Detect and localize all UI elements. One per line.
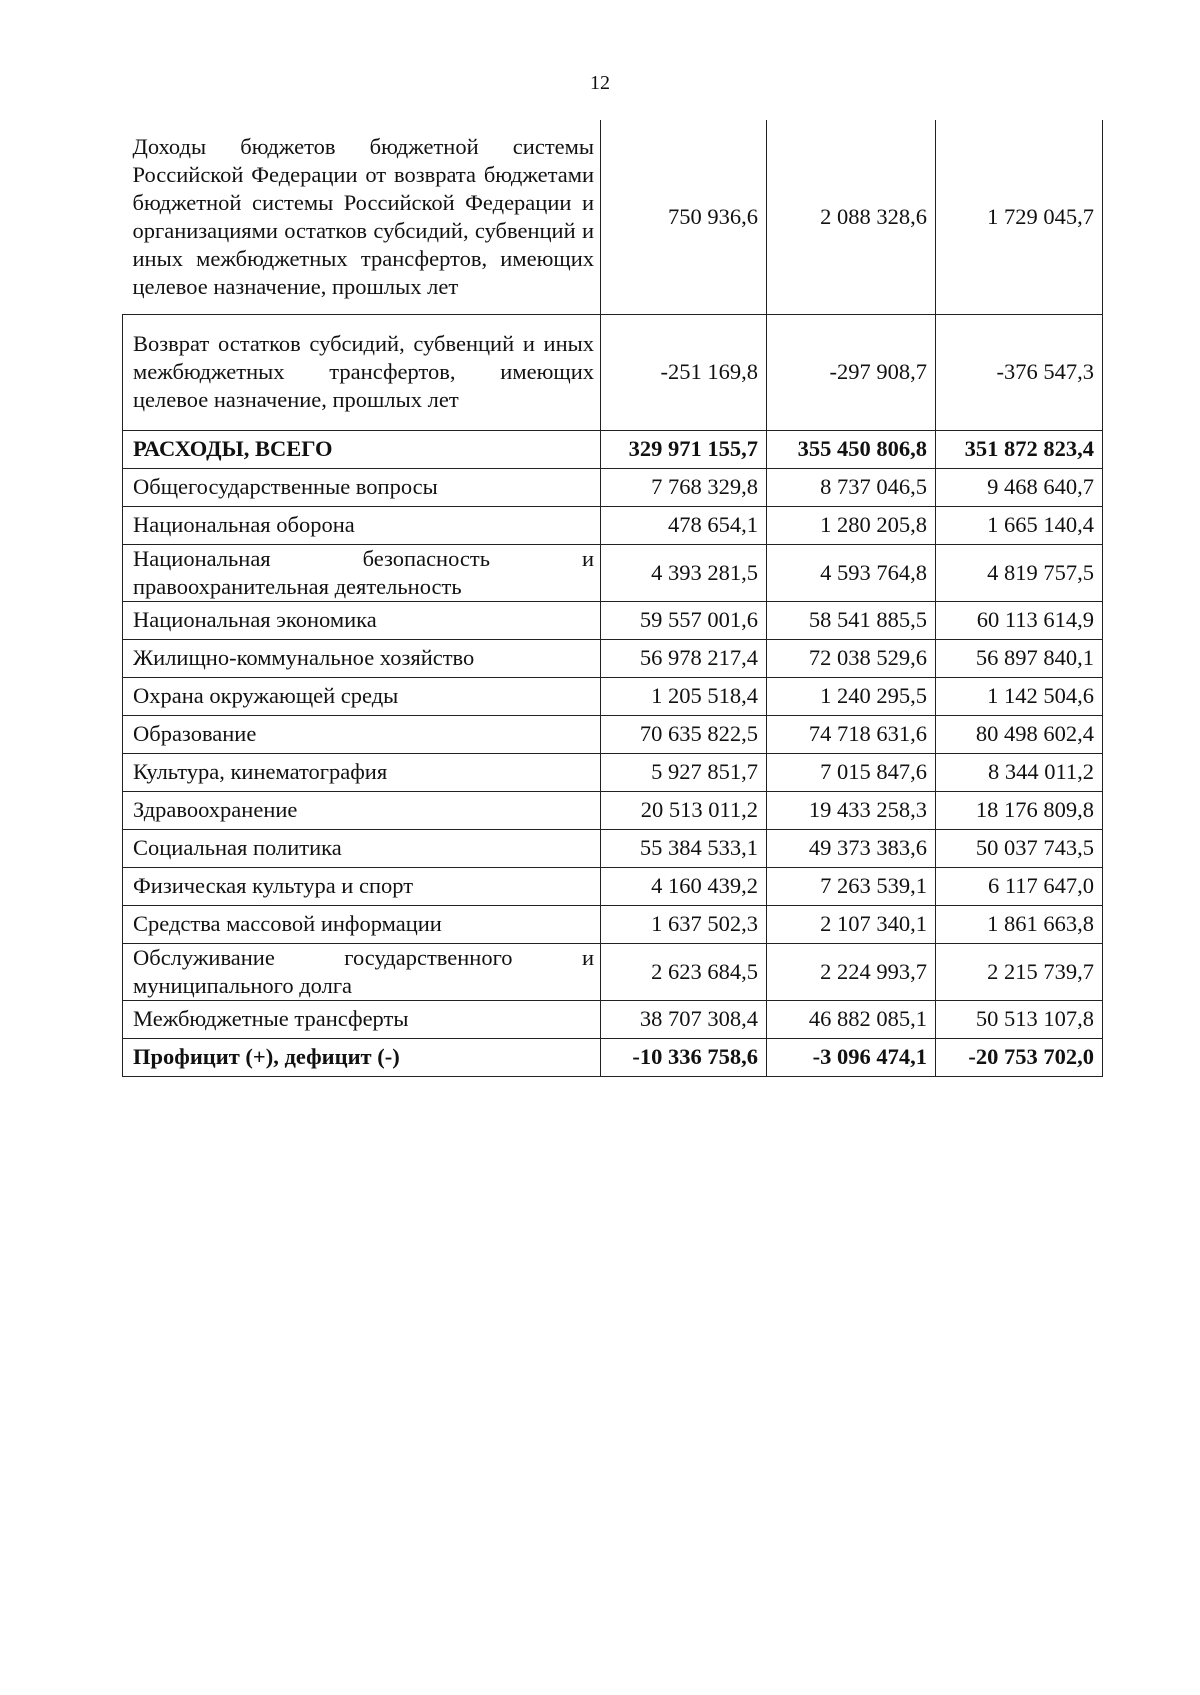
table-row	[123, 1000, 1103, 1038]
table-row	[123, 314, 1103, 430]
value-cell: 1 280 205,8	[767, 506, 936, 544]
value-cell: -251 169,8	[601, 314, 767, 430]
table-row	[123, 715, 1103, 753]
row-label: Средства массовой информации	[123, 905, 601, 943]
row-label: Межбюджетные трансферты	[123, 1000, 601, 1038]
value-cell: 1 142 504,6	[936, 677, 1103, 715]
table-row	[123, 867, 1103, 905]
table-row-total-expenses	[123, 430, 1103, 468]
table-row	[123, 753, 1103, 791]
value-cell: 7 768 329,8	[601, 468, 767, 506]
table-row	[123, 829, 1103, 867]
value-cell: 59 557 001,6	[601, 601, 767, 639]
table-row	[123, 639, 1103, 677]
value-cell: 70 635 822,5	[601, 715, 767, 753]
value-cell: -10 336 758,6	[601, 1038, 767, 1076]
value-cell: 1 729 045,7	[936, 120, 1103, 314]
table-row	[123, 544, 1103, 601]
value-cell: -297 908,7	[767, 314, 936, 430]
row-label: Физическая культура и спорт	[123, 867, 601, 905]
table-row	[123, 791, 1103, 829]
value-cell: 8 737 046,5	[767, 468, 936, 506]
value-cell: 20 513 011,2	[601, 791, 767, 829]
table-row-surplus-deficit	[123, 1038, 1103, 1076]
value-cell: 329 971 155,7	[601, 430, 767, 468]
row-label: Возврат остатков субсидий, субвенций и иных межбюджетных трансфертов, имеющих целевое назначение, прошлых лет	[123, 314, 601, 430]
row-label: Здравоохранение	[123, 791, 601, 829]
row-label: Общегосударственные вопросы	[123, 468, 601, 506]
value-cell: 4 393 281,5	[601, 544, 767, 601]
value-cell: 1 205 518,4	[601, 677, 767, 715]
value-cell: 750 936,6	[601, 120, 767, 314]
value-cell: 58 541 885,5	[767, 601, 936, 639]
value-cell: 5 927 851,7	[601, 753, 767, 791]
value-cell: 1 665 140,4	[936, 506, 1103, 544]
row-label: Обслуживание государственного и муниципального долга	[123, 943, 601, 1000]
value-cell: 74 718 631,6	[767, 715, 936, 753]
row-label: Образование	[123, 715, 601, 753]
row-label: Доходы бюджетов бюджетной системы Российской Федерации от возврата бюджетами бюджетной системы Российской Федерации и организациями остатков субсидий, субвенций и иных межбюджетных трансфертов, имеющих целевое назначение, прошлых лет	[123, 120, 601, 314]
value-cell: 6 117 647,0	[936, 867, 1103, 905]
row-label: РАСХОДЫ, ВСЕГО	[123, 430, 601, 468]
value-cell: 478 654,1	[601, 506, 767, 544]
row-label: Национальная безопасность и правоохранительная деятельность	[123, 544, 601, 601]
value-cell: 1 861 663,8	[936, 905, 1103, 943]
table-row	[123, 120, 1103, 314]
value-cell: 4 160 439,2	[601, 867, 767, 905]
table-row	[123, 905, 1103, 943]
value-cell: 9 468 640,7	[936, 468, 1103, 506]
value-cell: 46 882 085,1	[767, 1000, 936, 1038]
table-row	[123, 677, 1103, 715]
page-number: 12	[590, 72, 610, 94]
table-row	[123, 943, 1103, 1000]
value-cell: 2 088 328,6	[767, 120, 936, 314]
value-cell: 50 513 107,8	[936, 1000, 1103, 1038]
budget-table	[122, 120, 1103, 1077]
value-cell: 351 872 823,4	[936, 430, 1103, 468]
value-cell: 49 373 383,6	[767, 829, 936, 867]
table-row	[123, 506, 1103, 544]
value-cell: 60 113 614,9	[936, 601, 1103, 639]
value-cell: 7 015 847,6	[767, 753, 936, 791]
value-cell: 19 433 258,3	[767, 791, 936, 829]
row-label: Социальная политика	[123, 829, 601, 867]
value-cell: 2 107 340,1	[767, 905, 936, 943]
row-label: Культура, кинематография	[123, 753, 601, 791]
value-cell: 2 215 739,7	[936, 943, 1103, 1000]
value-cell: 2 623 684,5	[601, 943, 767, 1000]
value-cell: 50 037 743,5	[936, 829, 1103, 867]
value-cell: 56 897 840,1	[936, 639, 1103, 677]
value-cell: 72 038 529,6	[767, 639, 936, 677]
value-cell: 7 263 539,1	[767, 867, 936, 905]
value-cell: 1 637 502,3	[601, 905, 767, 943]
value-cell: -3 096 474,1	[767, 1038, 936, 1076]
value-cell: 2 224 993,7	[767, 943, 936, 1000]
value-cell: 8 344 011,2	[936, 753, 1103, 791]
value-cell: 18 176 809,8	[936, 791, 1103, 829]
value-cell: 355 450 806,8	[767, 430, 936, 468]
row-label: Национальная экономика	[123, 601, 601, 639]
value-cell: -20 753 702,0	[936, 1038, 1103, 1076]
value-cell: 4 819 757,5	[936, 544, 1103, 601]
value-cell: 56 978 217,4	[601, 639, 767, 677]
row-label: Жилищно-коммунальное хозяйство	[123, 639, 601, 677]
value-cell: 4 593 764,8	[767, 544, 936, 601]
row-label: Национальная оборона	[123, 506, 601, 544]
row-label: Охрана окружающей среды	[123, 677, 601, 715]
value-cell: 55 384 533,1	[601, 829, 767, 867]
table-row	[123, 468, 1103, 506]
value-cell: -376 547,3	[936, 314, 1103, 430]
value-cell: 1 240 295,5	[767, 677, 936, 715]
value-cell: 80 498 602,4	[936, 715, 1103, 753]
table-row	[123, 601, 1103, 639]
value-cell: 38 707 308,4	[601, 1000, 767, 1038]
row-label: Профицит (+), дефицит (-)	[123, 1038, 601, 1076]
